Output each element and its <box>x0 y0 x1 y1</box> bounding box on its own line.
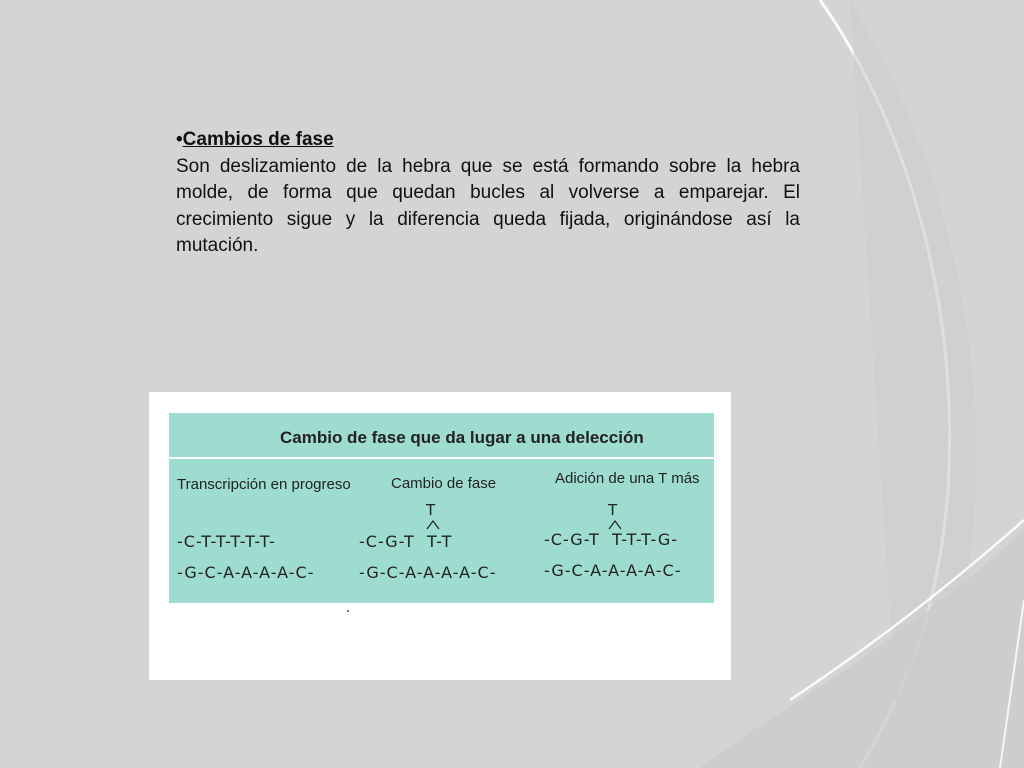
column-heading-1: Transcripción en progreso <box>177 476 351 493</box>
column-heading-2: Cambio de fase <box>391 475 497 492</box>
bottom-strand-2: -G-C-A-A-A-A-C- <box>359 563 497 582</box>
slide-text-block <box>176 127 800 260</box>
scan-dot <box>347 610 349 612</box>
top-strand-2: -C-G-T T-T <box>359 532 453 551</box>
diagram-panel <box>169 413 714 603</box>
loop-base-2: T <box>426 501 436 519</box>
bottom-strand-3: -G-C-A-A-A-A-C- <box>544 561 682 580</box>
top-strand-1: -C-T-T-T-T-T- <box>177 532 276 551</box>
slide-paragraph: Son deslizamiento de la hebra que se está formando sobre la hebra molde, de forma que quedan bucles al volverse a emparejar. El crecimiento sigue y la diferencia queda fijada, originándose así la mutación. <box>176 155 800 256</box>
bullet: • <box>176 129 183 150</box>
loop-caret-2 <box>427 521 439 529</box>
loop-base-3: T <box>608 501 618 519</box>
figure-image <box>149 392 731 680</box>
bottom-strand-1: -G-C-A-A-A-A-C- <box>177 563 315 582</box>
slide-heading <box>176 127 800 154</box>
figure-title: Cambio de fase que da lugar a una delección <box>280 428 644 447</box>
loop-caret-3 <box>609 521 621 529</box>
column-heading-3: Adición de una T más <box>555 470 700 487</box>
top-strand-3: -C-G-T T-T-T-G- <box>544 530 679 549</box>
heading-text: Cambios de fase <box>182 129 334 150</box>
